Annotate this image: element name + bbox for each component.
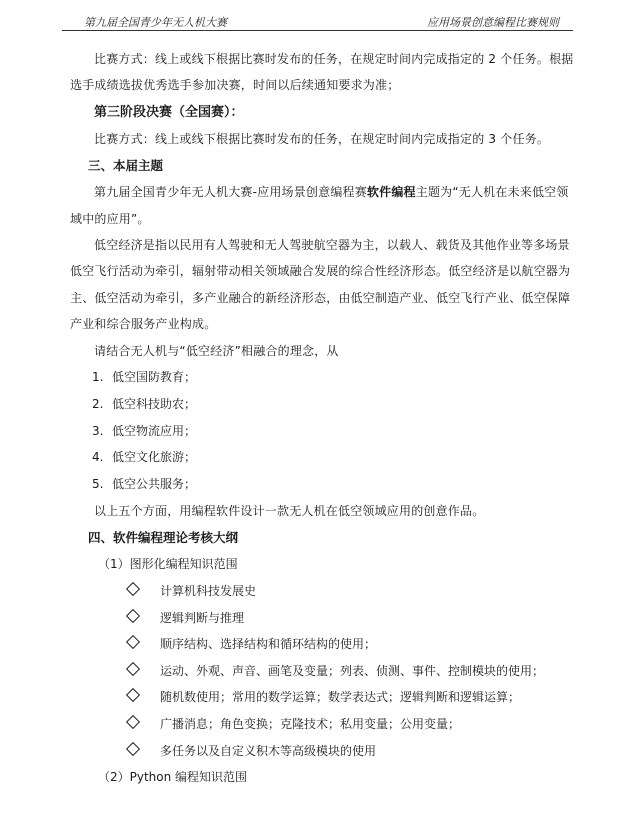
- list-item-text: 低空文化旅游；: [112, 450, 197, 465]
- list-item: [70, 418, 575, 445]
- subsection-python-programming: （2）Python 编程知识范围: [98, 770, 248, 785]
- paragraph-intro: 请结合无人机与“低空经济”相融合的理念，从: [94, 343, 339, 358]
- paragraph-five-aspects: 以上五个方面，用编程软件设计一款无人机在低空领域应用的创意作品。: [94, 504, 485, 519]
- page-header: [62, 12, 573, 31]
- section3-heading: 三、本届主题: [88, 158, 164, 174]
- diamond-bullet-icon: [126, 662, 140, 676]
- bullet-text: 计算机科技发展史: [160, 583, 257, 598]
- bullet-text: 广播消息；角色变换；克隆技术；私用变量；公用变量；: [160, 716, 461, 731]
- bullet-item: [70, 658, 575, 685]
- list-item: [70, 444, 575, 471]
- bullet-item: [70, 684, 575, 711]
- list-item-number: 4.: [92, 450, 104, 465]
- theme-bold-text: 软件编程: [366, 185, 416, 200]
- theme-text-a: 第九届全国青少年无人机大赛-应用场景创意编程赛: [94, 185, 367, 200]
- list-item-number: 5.: [92, 477, 104, 492]
- header-right-title: 应用场景创意编程比赛规则: [427, 16, 559, 29]
- list-item-number: 2.: [92, 396, 104, 411]
- bullet-text: 逻辑判断与推理: [160, 610, 245, 625]
- diamond-bullet-icon: [126, 582, 140, 596]
- bullet-text: 随机数使用；常用的数学运算；数学表达式；逻辑判断和逻辑运算；: [160, 690, 521, 705]
- stage3-heading: 第三阶段决赛（全国赛）：: [94, 104, 244, 120]
- diamond-bullet-icon: [126, 715, 140, 729]
- paragraph-stage3-method: 比赛方式：线上或线下根据比赛时发布的任务，在规定时间内完成指定的 3 个任务。: [94, 131, 550, 146]
- bullet-item: [70, 711, 575, 738]
- section4-heading: 四、软件编程理论考核大纲: [88, 530, 239, 546]
- bullet-text: 多任务以及自定义积木等高级模块的使用: [160, 743, 377, 758]
- bullet-item: [70, 631, 575, 658]
- paragraph-low-altitude-economy: 低空经济是指以民用有人驾驶和无人驾驶航空器为主，以载人、载货及其他作业等多场景低空飞行活动为牵引，辐射带动相关领域融合发展的综合性经济形态。低空经济是以航空器为主、低空活动为牵引，多产业融合的新经济形态，由低空制造产业、低空飞行产业、低空保障产业和综合服务产业构成。: [70, 238, 571, 332]
- list-item-number: 3.: [92, 423, 104, 438]
- bullet-item: [70, 578, 575, 605]
- list-item-text: 低空物流应用；: [112, 423, 197, 438]
- bullet-item: [70, 738, 575, 765]
- theme-text-b: 主题为“无人机在未来低空领域中的应用”。: [70, 185, 569, 226]
- paragraph-stage2-method: 比赛方式：线上或线下根据比赛时发布的任务，在规定时间内完成指定的 2 个任务。根据选手成绩选拔优秀选手参加决赛，时间以后续通知要求为准；: [70, 52, 574, 93]
- list-item: [70, 391, 575, 418]
- diamond-bullet-icon: [126, 741, 140, 755]
- bullet-item: [70, 605, 575, 632]
- document-body: [70, 46, 575, 791]
- diamond-bullet-icon: [126, 635, 140, 649]
- list-item-number: 1.: [92, 370, 104, 385]
- bullet-text: 顺序结构、选择结构和循环结构的使用；: [160, 637, 377, 652]
- list-item: [70, 471, 575, 498]
- diamond-bullet-icon: [126, 688, 140, 702]
- list-item-text: 低空公共服务；: [112, 477, 197, 492]
- list-item-text: 低空国防教育；: [112, 370, 197, 385]
- bullet-text: 运动、外观、声音、画笔及变量；列表、侦测、事件、控制模块的使用；: [160, 663, 545, 678]
- header-left-title: 第九届全国青少年无人机大赛: [84, 16, 227, 29]
- paragraph-theme: [70, 179, 575, 232]
- diamond-bullet-icon: [126, 608, 140, 622]
- list-item-text: 低空科技助农；: [112, 396, 197, 411]
- list-item: [70, 364, 575, 391]
- subsection-graphical-programming: （1）图形化编程知识范围: [98, 557, 238, 572]
